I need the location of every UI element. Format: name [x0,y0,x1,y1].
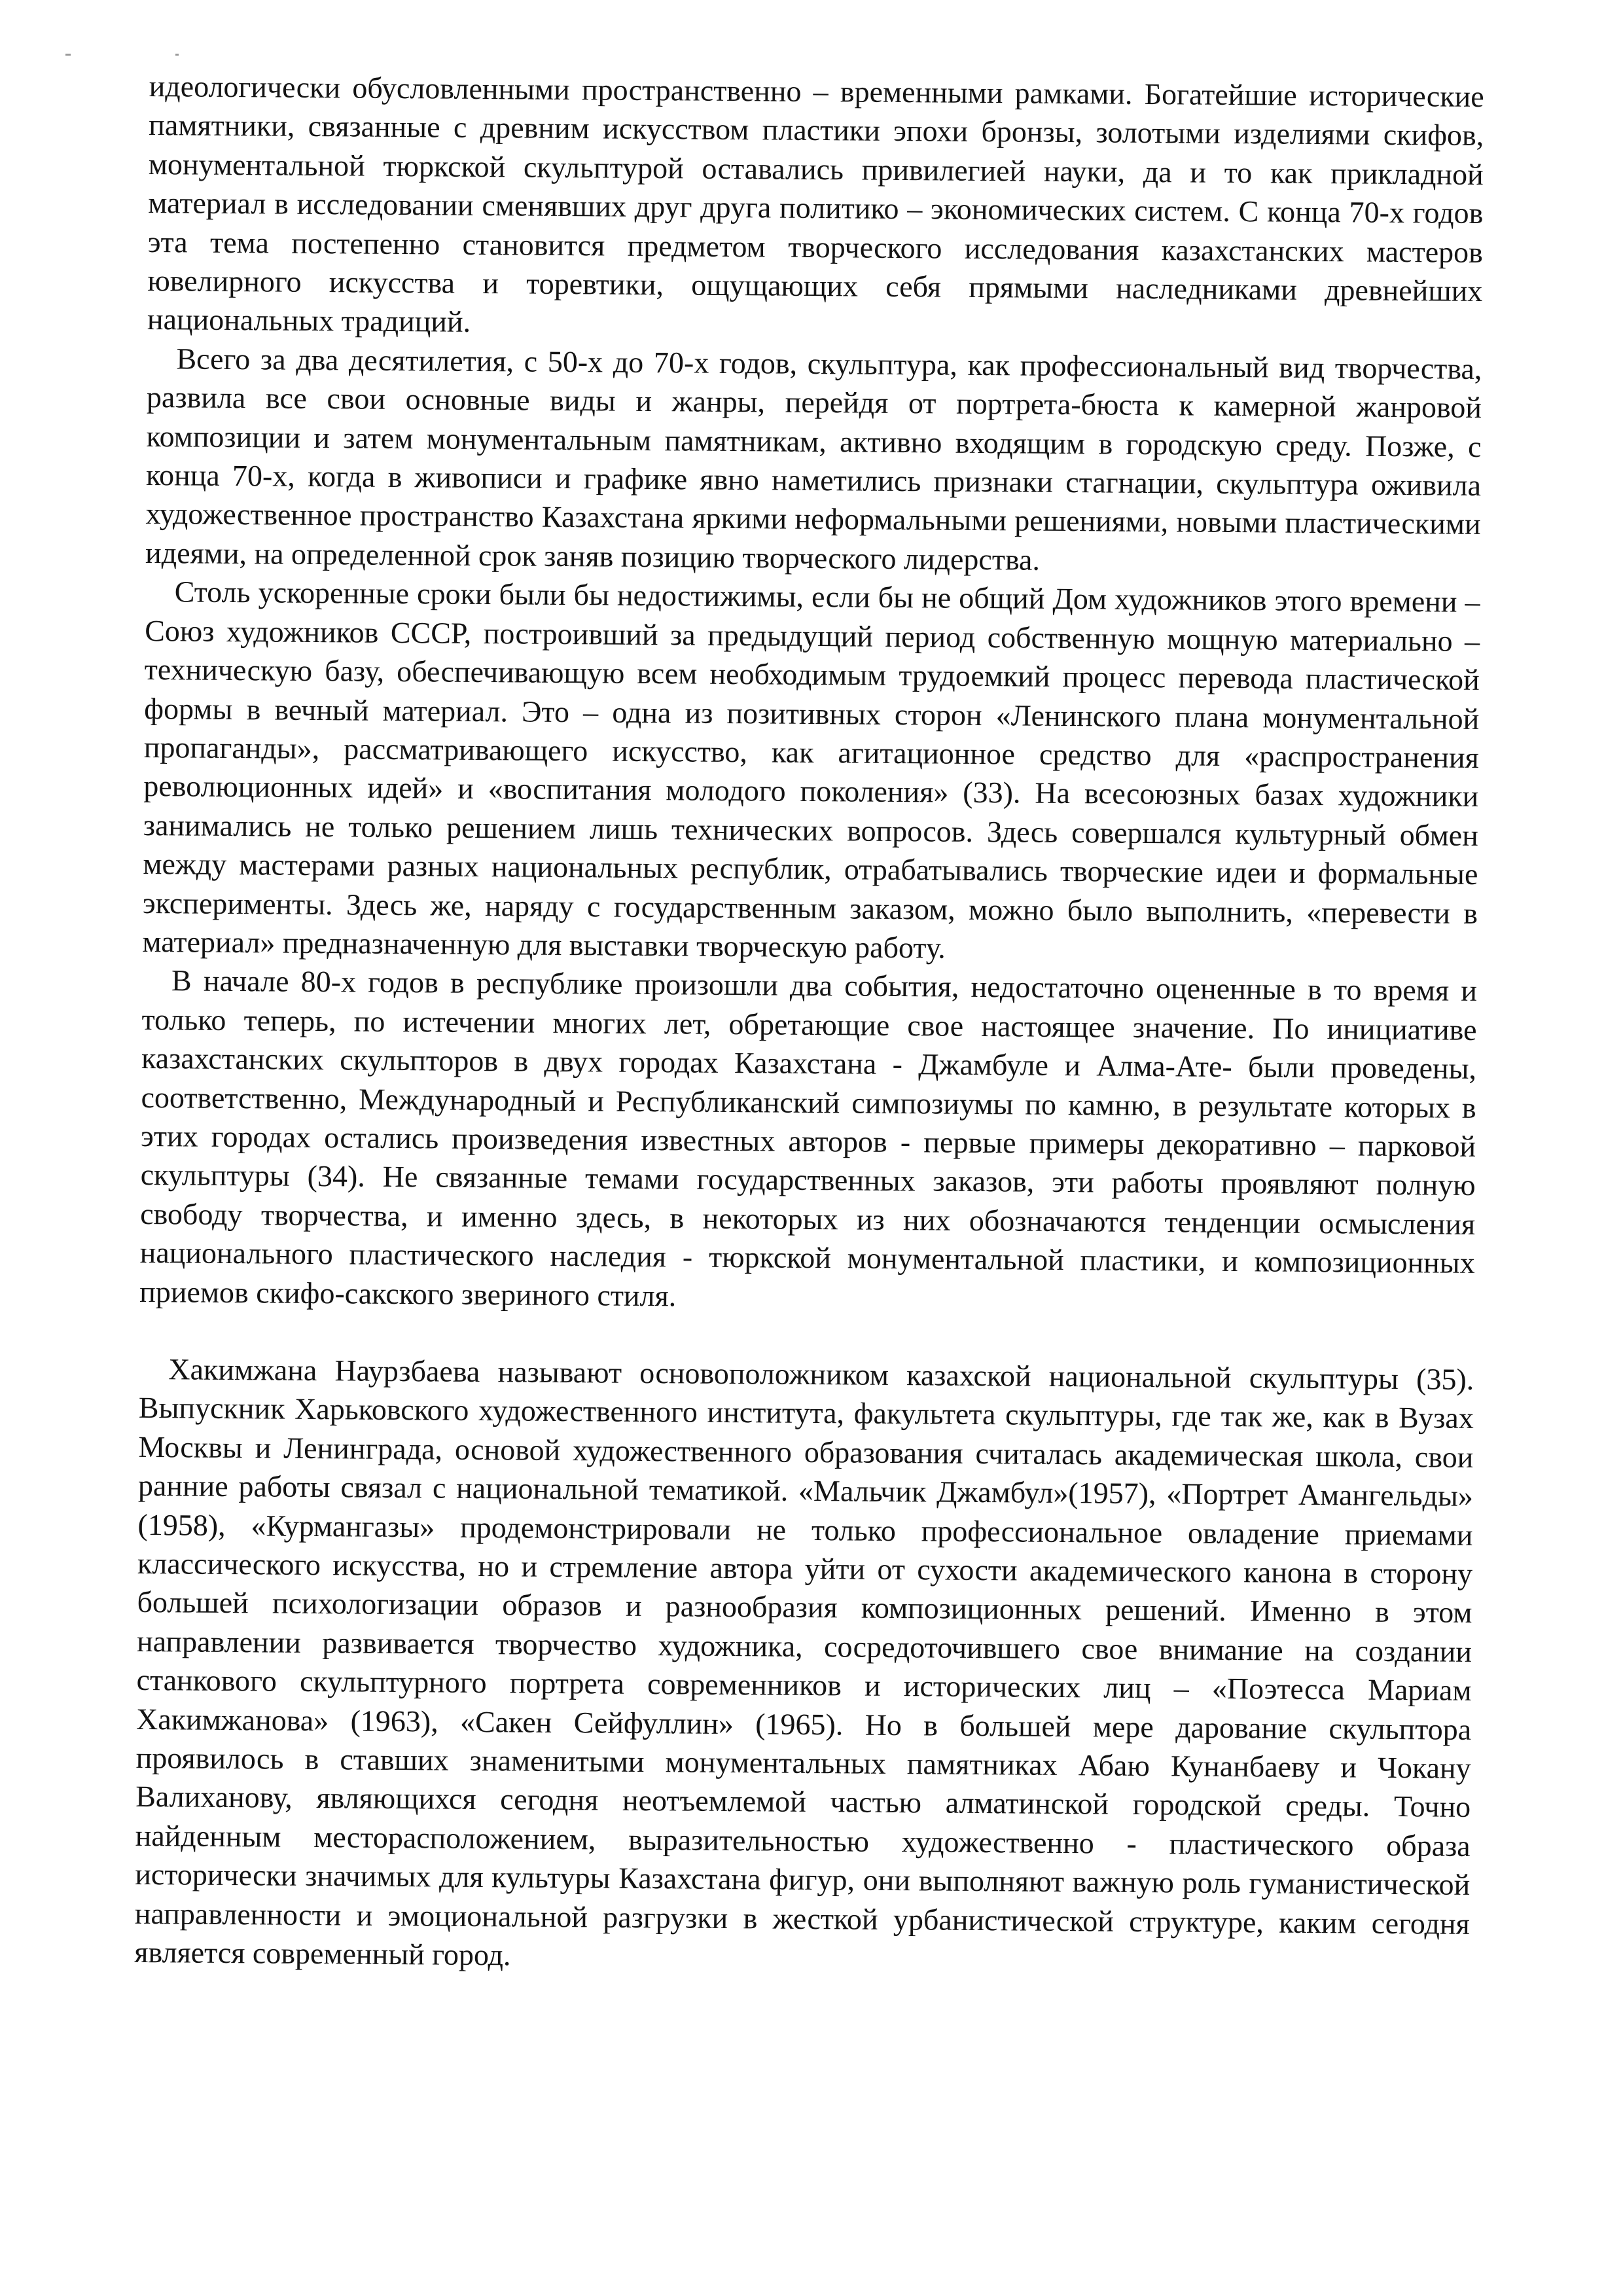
paragraph-sculpture-development: Всего за два десятилетия, с 50-х до 70-х годов, скульптура, как профессиональный вид творчества, развила все свои основные виды и жанры, перейдя от портрета-бюста к камерной жанровой композиции и затем монументальным памятникам, активно входящим в городскую среду. Позже, с конца 70-х, когда в живописи и графике явно наметились признаки стагнации, скульптура оживила художественное пространство Казахстана яркими неформальными решениями, новыми пластическими идеями, на определенной срок заняв позицию творческого лидерства. [145,342,1482,577]
paragraph-continuation: идеологически обусловленными пространственно – временными рамками. Богатейшие исторические памятники, связанные с древним искусством пластики эпохи бронзы, золотыми изделиями скифов, монументальной тюркской скульптурой оставались привилегией науки, да и то как прикладной материал в исследовании сменявших друг друга политико – экономических систем. С конца 70-х годов эта тема постепенно становится предметом творческого исследования казахстанских мастеров ювелирного искусства и торевтики, ощущающих себя прямыми наследниками древнейших национальных традиций. [147,69,1484,339]
document-body [134,67,1484,1982]
paragraph-artists-union: Столь ускоренные сроки были бы недостижимы, если бы не общий Дом художников этого времени – Союз художников СССР, построивший за предыдущий период собственную мощную материально – техническую базу, обеспечивающую всем необходимым трудоемкий процесс перевода пластической формы в вечный материал. Это – одна из позитивных сторон «Ленинского плана монументальной пропаганды», рассматривающего искусство, как агитационное средство для «распространения революционных идей» и «воспитания молодого поколения» (33). На всесоюзных базах художники занимались не только решением лишь технических вопросов. Здесь совершался культурный обмен между мастерами разных национальных республик, отрабатывались творческие идеи и формальные эксперименты. Здесь же, наряду с государственным заказом, можно было выполнить, «перевести в материал» предназначенную для выставки творческую работу. [142,575,1480,965]
scan-speck [65,54,71,56]
scan-speck [175,54,179,56]
paragraph-stone-symposiums: В начале 80-х годов в республике произошли два события, недостаточно оцененные в то время и только теперь, по истечении многих лет, обретающие свое настоящее значение. По инициативе казахстанских скульпторов в двух городах Казахстана - Джамбуле и Алма-Ате- были проведены, соответственно, Международный и Республиканский симпозиумы по камню, в результате которых в этих городах остались произведения известных авторов - первые примеры декоративно – парковой скульптуры (34). Не связанные темами государственных заказов, эти работы проявляют полную свободу творчества, и именно здесь, в некоторых из них обозначаются тенденции осмысления национального пластического наследия - тюркской монументальной пластики, и композиционных приемов скифо-сакского звериного стиля. [139,963,1478,1312]
paragraph-naurzbaev: Хакимжана Наурзбаева называют основоположником казахской национальной скульптуры (35). Выпускник Харьковского художественного института, факультета скульптуры, где так же, как в Вузах Москвы и Ленинграда, основой художественного образования считалась академическая школа, свои ранние работы связал с национальной тематикой. «Мальчик Джамбул»(1957), «Портрет Амангельды» (1958), «Курмангазы» продемонстрировали не только профессиональное овладение приемами классического искусства, но и стремление автора уйти от сухости академического канона в сторону большей психологизации образов и разнообразия композиционных решений. Именно в этом направлении развивается творчество художника, сосредоточившего свое внимание на создании станкового скульптурного портрета современников и исторических лиц – «Поэтесса Мариам Хакимжанова» (1963), «Сакен Сейфуллин» (1965). Но в большей мере дарование скульптора проявилось в ставших знаменитыми монументальных памятниках Абаю Кунанбаеву и Чокану Валиханову, являющихся сегодня неотъемлемой частью алматинской городской среды. Точно найденным месторасположением, выразительностью художественно - пластического образа исторически значимых для культуры Казахстана фигур, они выполняют важную роль гуманистической направленности и эмоциональной разгрузки в жесткой урбанистической структуре, каким сегодня является современный город. [134,1352,1474,1972]
